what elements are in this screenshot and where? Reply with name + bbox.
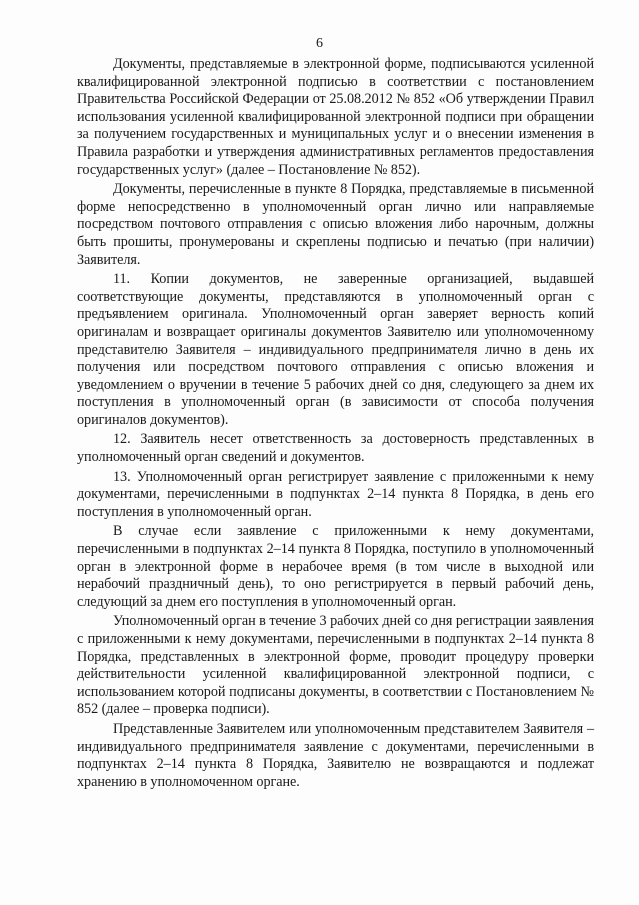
document-body (77, 56, 594, 791)
paragraph-electronic-signature: Документы, представляемые в электронной форме, подписываются усиленной квалифицированной электронной подписью в соответствии с постановлением Правительства Российской Федерации от 25.08.2012 № 852 «Об утверждении Правил использования усиленной квалифицированной электронной подписи при обращении за получением государственных и муниципальных услуг и о внесении изменения в Правила разработки и утверждения административных регламентов предоставления государственных услуг» (далее – Постановление № 852). (77, 56, 594, 178)
paragraph-non-working-time: В случае если заявление с приложенными к нему документами, перечисленными в подпунктах 2–14 пункта 8 Порядка, поступило в уполномоченный орган в электронной форме в нерабочее время (в том числе в выходной или нерабочий праздничный день), то оно регистрируется в первый рабочий день, следующий за днем его поступления в уполномоченный орган. (77, 523, 594, 610)
paragraph-signature-check: Уполномоченный орган в течение 3 рабочих дней со дня регистрации заявления с приложенными к нему документами, перечисленными в подпунктах 2–14 пункта 8 Порядка, представленных в электронной форме, проводит процедуру проверки действительности усиленной квалифицированной электронной подписи, с использованием которой подписаны документы, в соответствии с Постановлением № 852 (далее – проверка подписи). (77, 613, 595, 718)
paragraph-item-13: 13. Уполномоченный орган регистрирует заявление с приложенными к нему документами, перечисленными в подпунктах 2–14 пункта 8 Порядка, в день его поступления в уполномоченный орган. (77, 468, 594, 520)
paragraph-paper-documents: Документы, перечисленные в пункте 8 Порядка, представляемые в письменной форме непосредственно в уполномоченный орган лично или направляемые посредством почтового отправления с описью вложения либо нарочным, должны быть прошиты, пронумерованы и скреплены подписью и печатью (при наличии) Заявителя. (77, 181, 594, 268)
paragraph-item-11: 11. Копии документов, не заверенные организацией, выдавшей соответствующие документы, представляются в уполномоченный орган с предъявлением оригинала. Уполномоченный орган заверяет верность копий оригиналам и возвращает оригиналы документов Заявителю или уполномоченному представителю Заявителя – индивидуального предпринимателя лично в день их получения или посредством почтового отправления с описью вложения и уведомлением о вручении в течение 5 рабочих дней со дня, следующего за днем их поступления в уполномоченный орган (в зависимости от способа получения оригиналов документов). (77, 271, 594, 428)
page-number: 6 (316, 36, 323, 51)
paragraph-item-12: 12. Заявитель несет ответственность за достоверность представленных в уполномоченный орган сведений и документов. (77, 431, 594, 466)
paragraph-documents-retention: Представленные Заявителем или уполномоченным представителем Заявителя – индивидуального предпринимателя заявление с документами, перечисленными в подпунктах 2–14 пункта 8 Порядка, Заявителю не возвращаются и подлежат хранению в уполномоченном органе. (77, 720, 594, 790)
